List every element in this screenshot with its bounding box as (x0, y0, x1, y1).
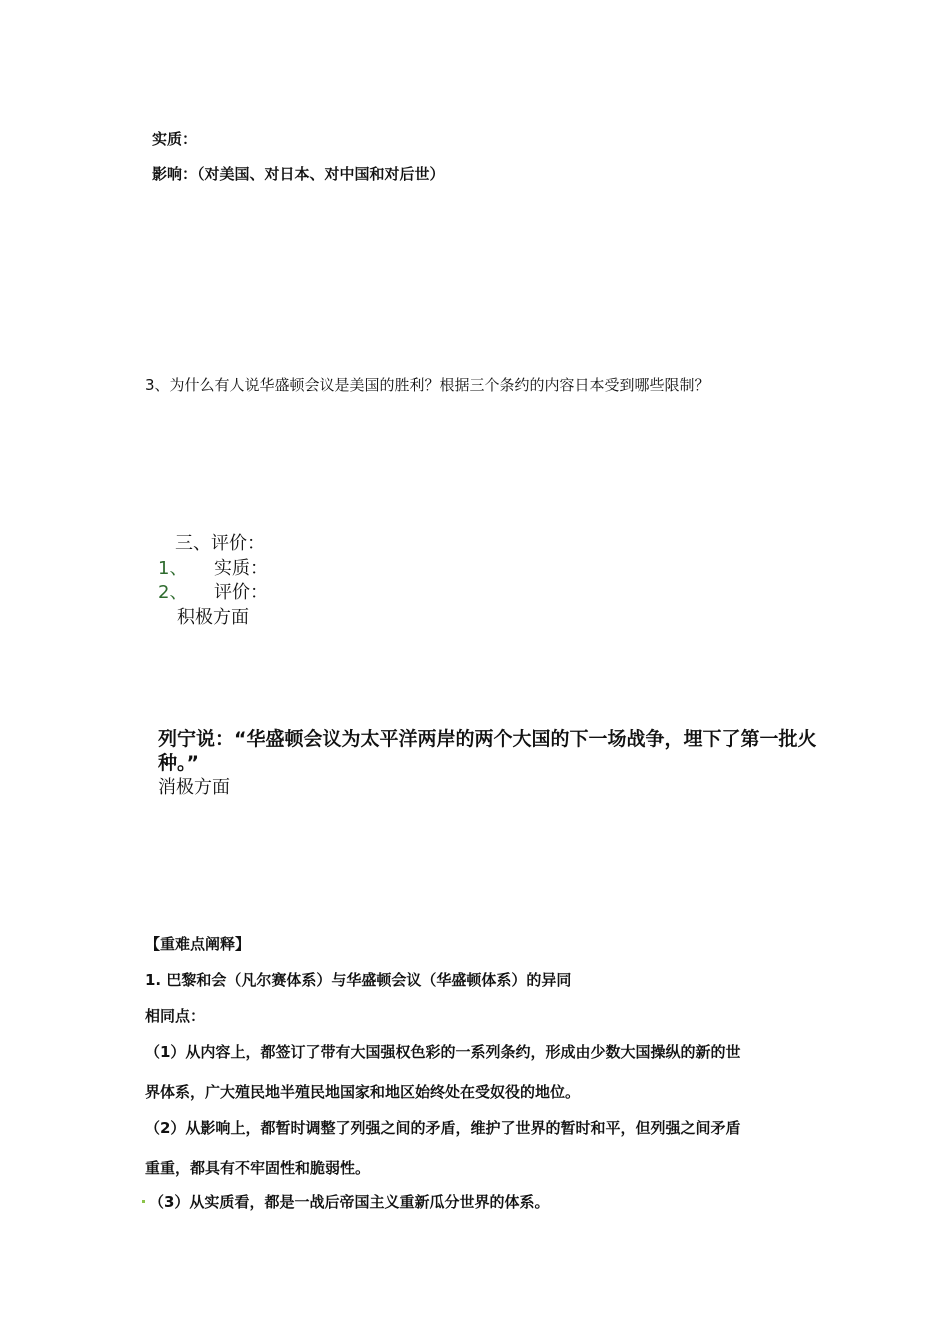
point-2-line-2: 重重，都具有不牢固性和脆弱性。 (145, 1159, 371, 1177)
same-points-label: 相同点： (145, 1007, 206, 1025)
point-1-title: 1. 巴黎和会（凡尔赛体系）与华盛顿会议（华盛顿体系）的异同 (145, 971, 572, 989)
point-1-line-2: 界体系，广大殖民地半殖民地国家和地区始终处在受奴役的地位。 (145, 1083, 581, 1101)
lenin-quote-line-2: 种。” (158, 752, 199, 774)
impact-label: 影响：（对美国、对日本、对中国和对后世） (152, 165, 445, 183)
negative-aspect: 消极方面 (158, 777, 230, 798)
evaluation-heading: 三、评价： (175, 533, 265, 554)
point-2-line-1: （2）从影响上，都暂时调整了列强之间的矛盾，维护了世界的暂时和平，但列强之间矛盾 (145, 1119, 741, 1137)
evaluation-item-1 (158, 554, 268, 580)
question-3: 3、为什么有人说华盛顿会议是美国的胜利？根据三个条约的内容日本受到哪些限制？ (145, 376, 710, 394)
item-label: 评价： (214, 582, 268, 603)
item-number: 1、 (158, 558, 188, 579)
evaluation-item-2 (158, 578, 268, 604)
positive-aspect: 积极方面 (177, 607, 249, 628)
lenin-quote-line-1: 列宁说：“华盛顿会议为太平洋两岸的两个大国的下一场战争，埋下了第一批火 (158, 728, 817, 750)
bullet-dot (142, 1200, 145, 1203)
point-1-line-1: （1）从内容上，都签订了带有大国强权色彩的一系列条约，形成由少数大国操纵的新的世 (145, 1043, 741, 1061)
point-3-line: （3）从实质看，都是一战后帝国主义重新瓜分世界的体系。 (149, 1193, 550, 1211)
item-label: 实质： (214, 558, 268, 579)
key-points-heading: 【重难点阐释】 (145, 935, 251, 953)
item-number: 2、 (158, 582, 188, 603)
essence-label: 实质： (152, 130, 198, 148)
